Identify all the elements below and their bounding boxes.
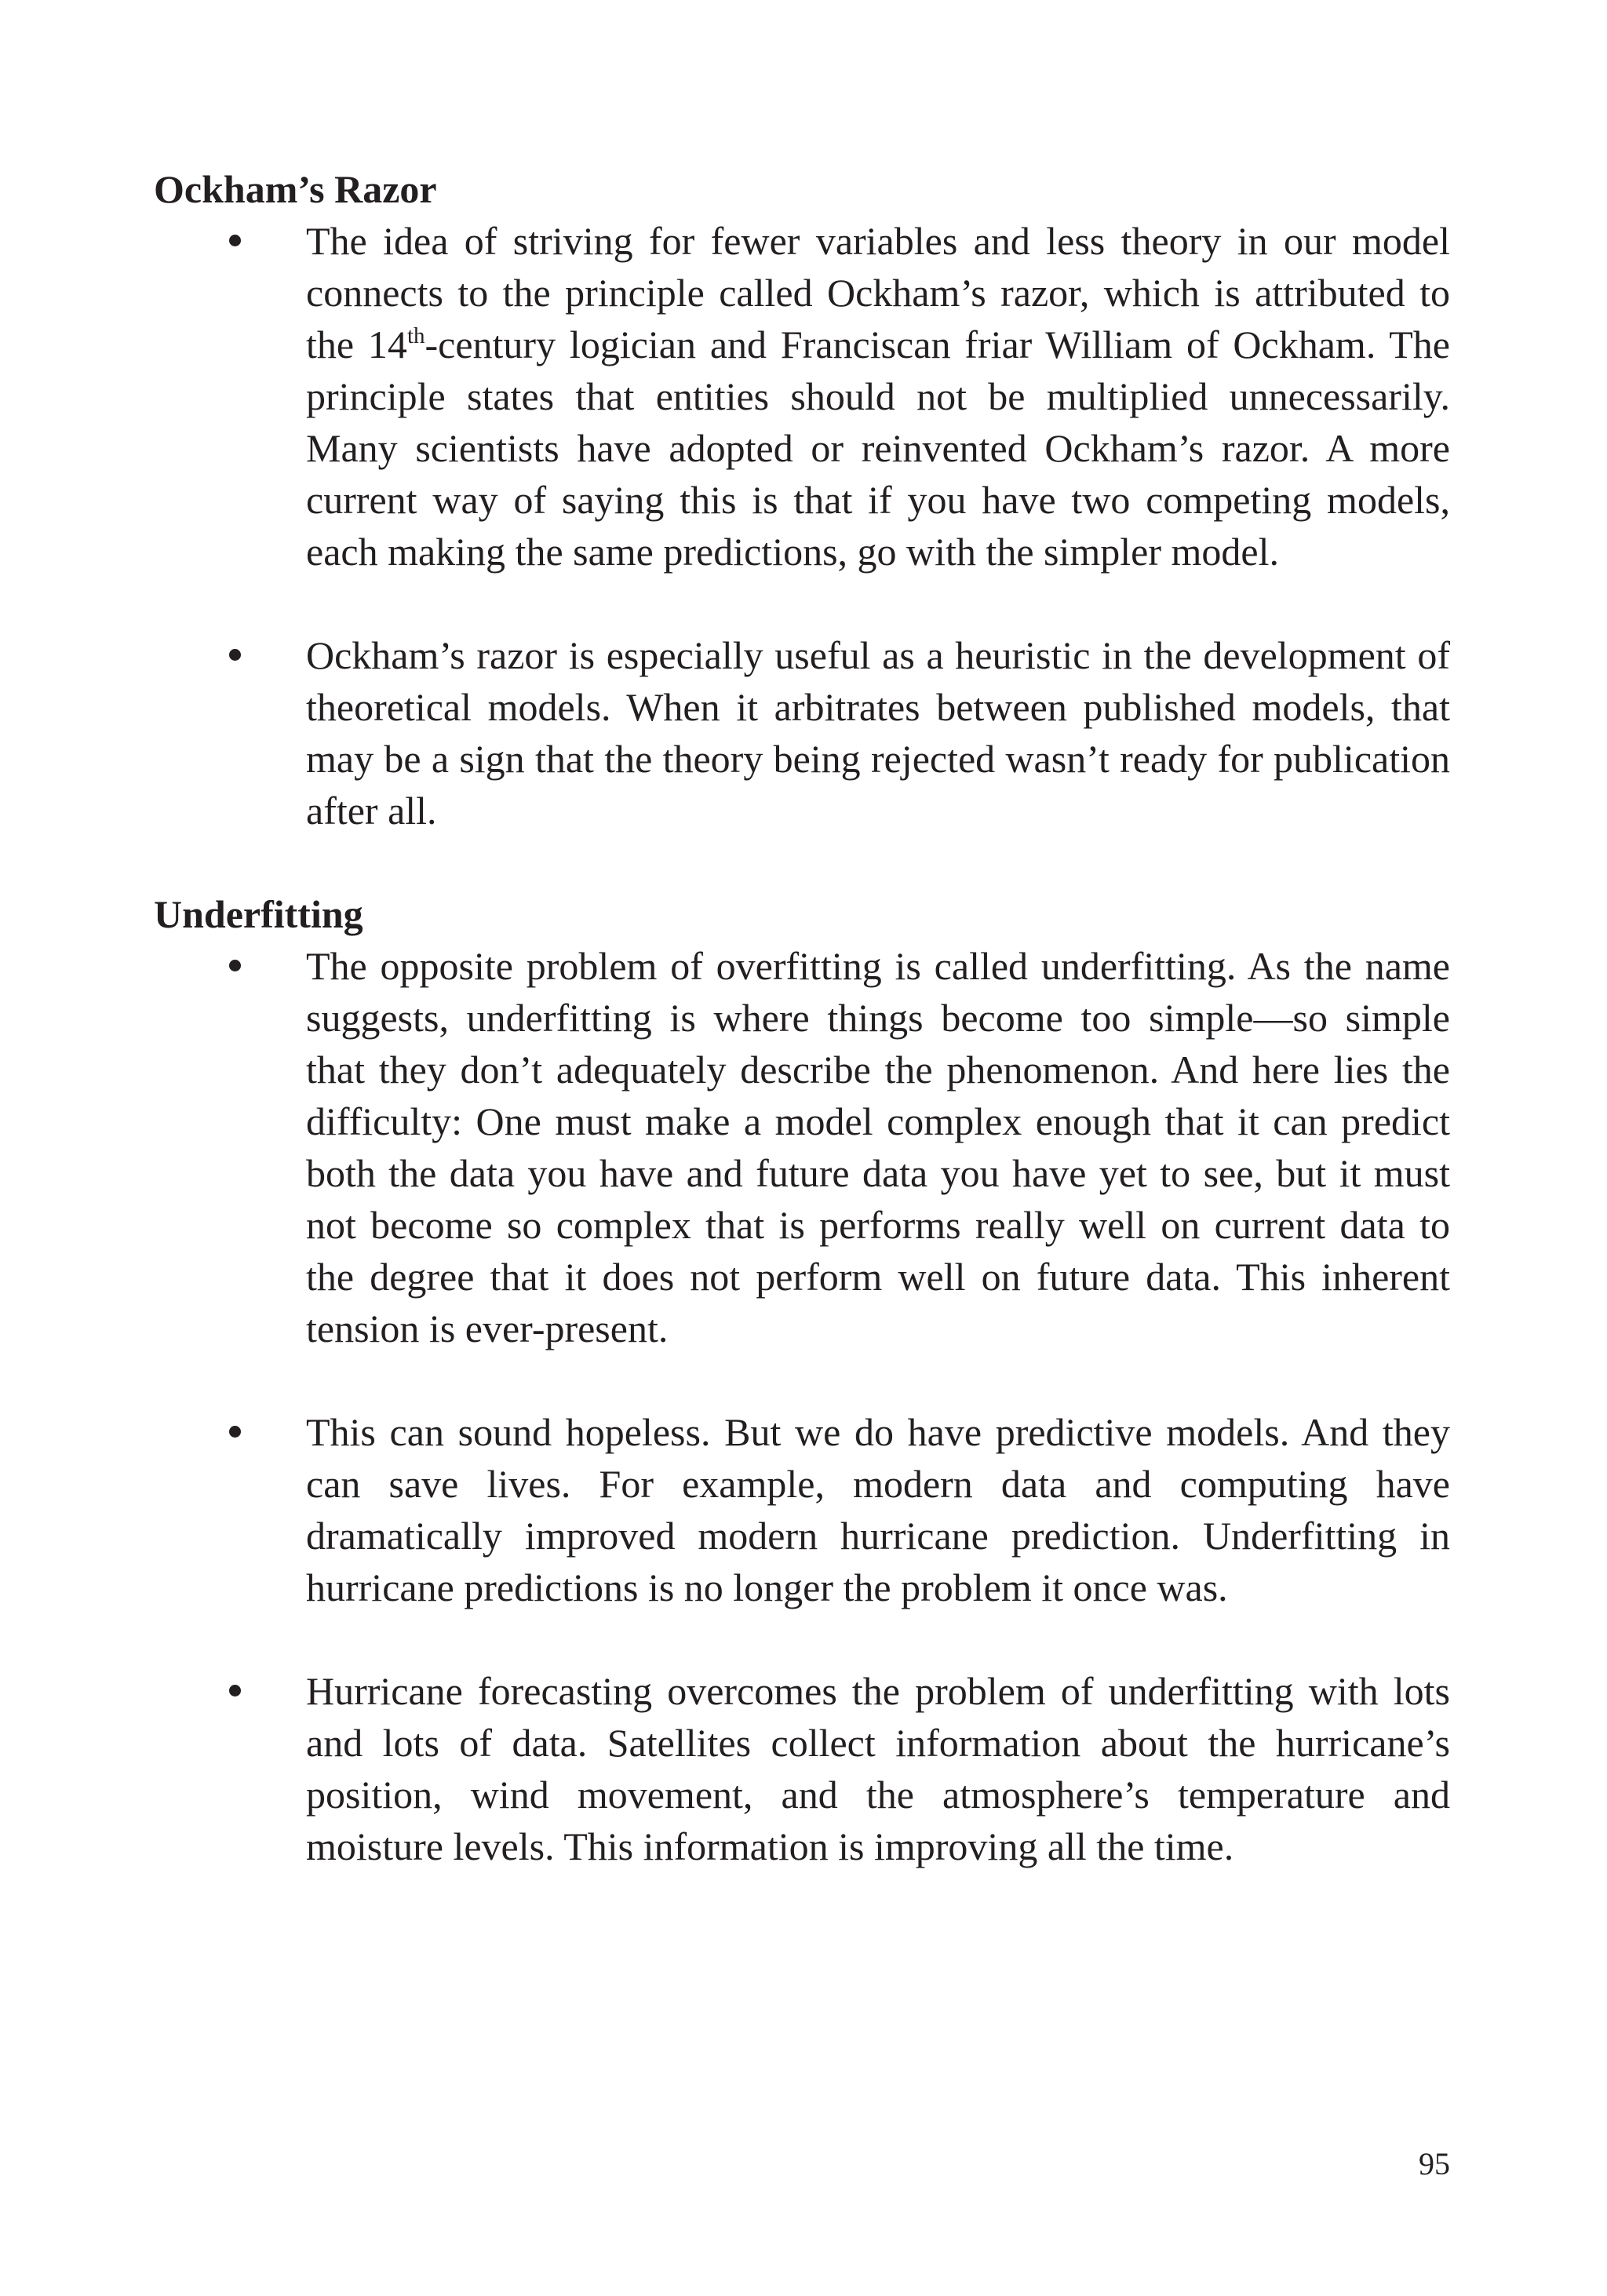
- bullet-text: Ockham’s razor is especially useful as a heuristic in the development of theoretical models. When it arbitrates between published models, that may be a sign that the theory being rejected wasn’t ready for publication after all.: [306, 633, 1450, 833]
- bullet-icon: [229, 649, 241, 661]
- list-item: [154, 1665, 1450, 1872]
- list-item: [154, 215, 1450, 578]
- underfitting-bullet-list: [154, 940, 1450, 1872]
- section-heading-underfitting: Underfitting: [154, 892, 363, 936]
- bullet-icon: [229, 1685, 241, 1696]
- bullet-text: Hurricane forecasting overcomes the problem of underfitting with lots and lots of data. Satellites collect information about the hurricane’s position, wind movement, and the atmosphere’s temperature and moisture levels. This information is improving all the time.: [306, 1669, 1450, 1868]
- list-item: [154, 629, 1450, 836]
- ordinal-superscript: th: [406, 323, 425, 348]
- bullet-text: This can sound hopeless. But we do have predictive models. And they can save lives. For example, modern data and computing have dramatically improved modern hurricane prediction. Underfitting in hurricane predictions is no longer the problem it once was.: [306, 1410, 1450, 1609]
- bullet-text: [306, 219, 1450, 574]
- ockham-bullet-list: [154, 215, 1450, 836]
- bullet-icon: [229, 960, 241, 971]
- bullet-icon: [229, 235, 241, 246]
- page-number: 95: [1419, 2146, 1450, 2181]
- section-heading-ockhams-razor: Ockham’s Razor: [154, 167, 437, 211]
- bullet-icon: [229, 1426, 241, 1438]
- list-item: [154, 940, 1450, 1354]
- list-item: [154, 1406, 1450, 1613]
- bullet-text-part: -century logician and Franciscan friar William of Ockham. The principle states that entities should not be multiplied unnecessarily. Many scientists have adopted or reinvented Ockham’s razor. A more current way of saying this is that if you have two competing models, each making the same predictions, go with the simpler model.: [306, 323, 1450, 574]
- bullet-text: The opposite problem of overfitting is called underfitting. As the name suggests, underfitting is where things become too simple—so simple that they don’t adequately describe the phenomenon. And here lies the difficulty: One must make a model complex enough that it can predict both the data you have and future data you have yet to see, but it must not become so complex that is performs really well on current data to the degree that it does not perform well on future data. This inherent tension is ever-present.: [306, 944, 1450, 1350]
- page-body: [154, 163, 1450, 1924]
- bullet-text-part: The idea of striving for fewer variables and less theory in our model connects to the principle called Ockham’s razor, which is attributed to the 14: [306, 219, 1450, 366]
